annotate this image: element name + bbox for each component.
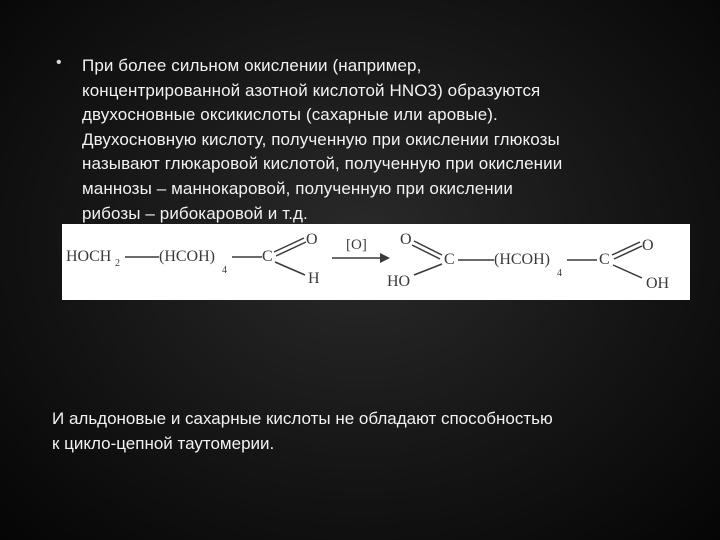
hydrogen-atom: H [308,270,320,287]
hcoh-chain: (HCOH) [494,251,550,268]
oxygen-atom: O [306,231,318,248]
carbon-atom: C [444,251,455,268]
arrow-head-icon [380,253,390,263]
bond-line [613,265,642,278]
hydroxyl-group: OH [646,275,670,292]
bond-line [414,264,442,275]
hoch2-subscript: 2 [115,258,120,269]
oxygen-atom: O [642,237,654,254]
carbon-atom: C [262,248,273,265]
bond-line [275,262,305,275]
carbon-atom: C [599,251,610,268]
hoch2-group: HOCH [66,248,112,265]
hcoh-chain: (HCOH) [159,248,215,265]
oxidation-reaction-scheme [62,224,690,300]
oxygen-atom: O [400,231,412,248]
conclusion-text: И альдоновые и сахарные кислоты не обладают способностью к цикло-цепной таутомерии. [52,409,553,453]
reaction-formula [62,224,690,300]
hcoh-subscript: 4 [222,265,227,276]
bullet-item [56,54,666,226]
hydroxyl-group: HO [387,273,411,290]
oxidation-reagent: [O] [346,237,367,253]
bullet-marker: • [56,54,62,71]
hcoh-subscript: 4 [557,268,562,279]
bullet-text: При более сильном окислении (например, концентрированной азотной кислотой HNO3) образуются двухосновные оксикислоты (сахарные или аровые). Двухосновную кислоту, полученную при окислении глюкозы называют глюкаровой кислотой, полученную при окислении маннозы – маннокаровой, полученную при окислении рибозы – рибокаровой и т.д. [82,56,563,223]
